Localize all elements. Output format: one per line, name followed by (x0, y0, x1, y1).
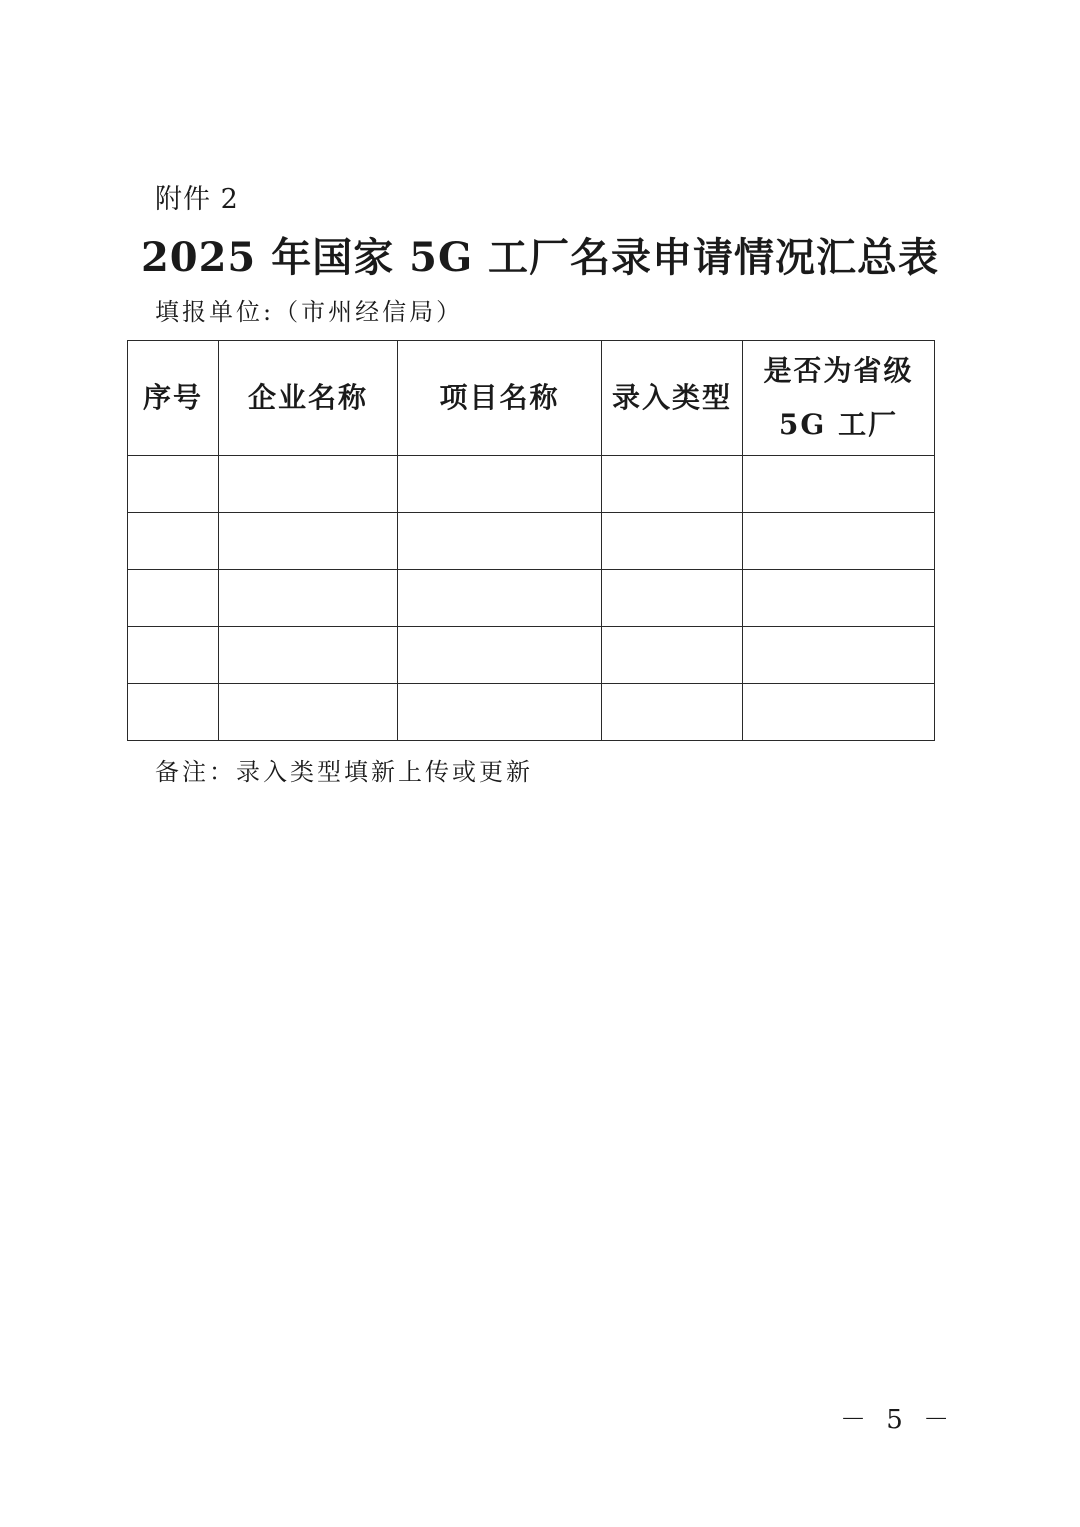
table-cell (743, 684, 935, 741)
table-row (128, 627, 935, 684)
table-note: 备注：录入类型填新上传或更新 (155, 758, 533, 786)
page-number: － 5 － (840, 1405, 956, 1435)
header-provincial-5g-factory (743, 341, 935, 456)
table-cell (398, 570, 602, 627)
page-title: 2025 年国家 5G 工厂名录申请情况汇总表 (140, 234, 940, 281)
header-provincial-5g-factory-line2: 5G 工厂 (778, 408, 899, 441)
table-row (128, 570, 935, 627)
reporting-unit: 填报单位:（市州经信局） (155, 298, 464, 326)
table-cell (398, 513, 602, 570)
header-company-name: 企业名称 (219, 341, 398, 456)
table-header-row (128, 341, 935, 456)
table-cell (602, 513, 743, 570)
table-cell (743, 513, 935, 570)
table-cell (398, 627, 602, 684)
header-project-name: 项目名称 (398, 341, 602, 456)
table-cell (219, 627, 398, 684)
header-provincial-5g-factory-line1: 是否为省级 (763, 354, 914, 387)
table-cell (219, 684, 398, 741)
table-cell (398, 684, 602, 741)
table-cell (602, 627, 743, 684)
table-cell (128, 570, 219, 627)
table-cell (602, 456, 743, 513)
table-cell (219, 513, 398, 570)
table-cell (602, 570, 743, 627)
table-cell (219, 570, 398, 627)
attachment-label: 附件 2 (155, 184, 239, 215)
table-row (128, 684, 935, 741)
header-entry-type: 录入类型 (602, 341, 743, 456)
table-row (128, 513, 935, 570)
table-cell (398, 456, 602, 513)
table-cell (743, 456, 935, 513)
table-cell (128, 627, 219, 684)
table-cell (128, 513, 219, 570)
table-row (128, 456, 935, 513)
table-cell (128, 684, 219, 741)
table-cell (743, 627, 935, 684)
table-cell (602, 684, 743, 741)
table-cell (219, 456, 398, 513)
table-cell (743, 570, 935, 627)
summary-table (127, 340, 935, 741)
header-serial-number: 序号 (128, 341, 219, 456)
table-cell (128, 456, 219, 513)
